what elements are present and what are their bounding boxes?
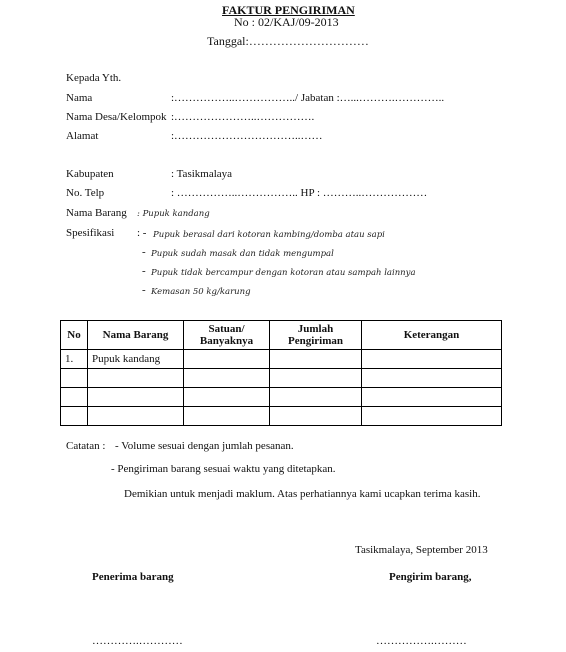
spesifikasi-bullet: -: [142, 246, 146, 258]
cell-jumlah: [270, 350, 362, 369]
header-satuan: [184, 321, 270, 350]
desa-value: :…………………..…………….: [171, 111, 315, 123]
spesifikasi-item: Kemasan 50 kg/karung: [151, 287, 251, 297]
spesifikasi-item: Pupuk sudah masak dan tidak mengumpal: [151, 249, 334, 259]
cell-nama: [88, 407, 184, 426]
sender-label: Pengirim barang,: [389, 571, 472, 583]
desa-label: Nama Desa/Kelompok: [66, 111, 167, 123]
header-nama-barang: Nama Barang: [88, 321, 184, 350]
kabupaten-label: Kabupaten: [66, 168, 114, 180]
cell-nama: Pupuk kandang: [88, 350, 184, 369]
cell-satuan: [184, 369, 270, 388]
cell-no: [61, 388, 88, 407]
cell-keterangan: [362, 369, 502, 388]
nama-label: Nama: [66, 92, 93, 104]
spesifikasi-bullet: -: [142, 284, 146, 296]
header-jumlah-line-1: Jumlah: [297, 323, 334, 335]
sender-signature-line: …………….………: [376, 635, 467, 647]
spesifikasi-prefix: : -: [137, 227, 147, 239]
cell-no: [61, 407, 88, 426]
cell-nama: [88, 369, 184, 388]
spesifikasi-item: Pupuk tidak bercampur dengan kotoran atau sampah lainnya: [151, 268, 416, 278]
note-2: - Pengiriman barang sesuai waktu yang ditetapkan.: [111, 463, 336, 475]
spesifikasi-item: Pupuk berasal dari kotoran kambing/domba atau sapi: [153, 230, 385, 240]
header-satuan-line-1: Satuan/: [208, 323, 245, 335]
header-satuan-line-2: Banyaknya: [199, 335, 254, 347]
cell-satuan: [184, 407, 270, 426]
receiver-label: Penerima barang: [92, 571, 174, 583]
cell-satuan: [184, 388, 270, 407]
spesifikasi-label: Spesifikasi: [66, 227, 115, 239]
date-line: Tanggal:…………………………: [207, 34, 369, 48]
telp-label: No. Telp: [66, 187, 105, 199]
header-no: No: [61, 321, 88, 350]
cell-satuan: [184, 350, 270, 369]
spesifikasi-bullet: -: [142, 265, 146, 277]
table-row: [61, 407, 502, 426]
cell-jumlah: [270, 407, 362, 426]
notes-label: Catatan :: [66, 440, 106, 452]
kabupaten-value: : Tasikmalaya: [171, 168, 233, 180]
table-row: [61, 388, 502, 407]
header-keterangan: Keterangan: [362, 321, 502, 350]
greeting: Kepada Yth.: [66, 72, 122, 84]
cell-nama: [88, 388, 184, 407]
table-row: [61, 369, 502, 388]
barang-label: Nama Barang: [66, 207, 127, 219]
cell-jumlah: [270, 369, 362, 388]
cell-keterangan: [362, 388, 502, 407]
goods-table: [60, 320, 502, 426]
table-row: [61, 350, 502, 369]
alamat-label: Alamat: [66, 130, 99, 142]
invoice-number: No : 02/KAJ/09-2013: [234, 15, 339, 29]
note-1: - Volume sesuai dengan jumlah pesanan.: [115, 440, 294, 452]
place-date: Tasikmalaya, September 2013: [355, 544, 488, 556]
cell-keterangan: [362, 350, 502, 369]
closing-sentence: Demikian untuk menjadi maklum. Atas perhatiannya kami ucapkan terima kasih.: [124, 488, 481, 500]
cell-jumlah: [270, 388, 362, 407]
table-header-row: [61, 321, 502, 350]
cell-keterangan: [362, 407, 502, 426]
receiver-signature-line: ………….…………: [92, 635, 183, 647]
alamat-value: :……………………………..……: [171, 130, 323, 142]
cell-no: [61, 369, 88, 388]
header-jumlah: [270, 321, 362, 350]
cell-no: 1.: [61, 350, 88, 369]
barang-value: : Pupuk kandang: [137, 209, 210, 219]
nama-value: :……………..……………../ Jabatan :…...……….…………..: [171, 92, 445, 104]
header-jumlah-line-2: Pengiriman: [288, 335, 343, 347]
telp-value: : ……………..…………….. HP : ………..………………: [171, 187, 428, 199]
document-title: FAKTUR PENGIRIMAN: [222, 3, 355, 17]
